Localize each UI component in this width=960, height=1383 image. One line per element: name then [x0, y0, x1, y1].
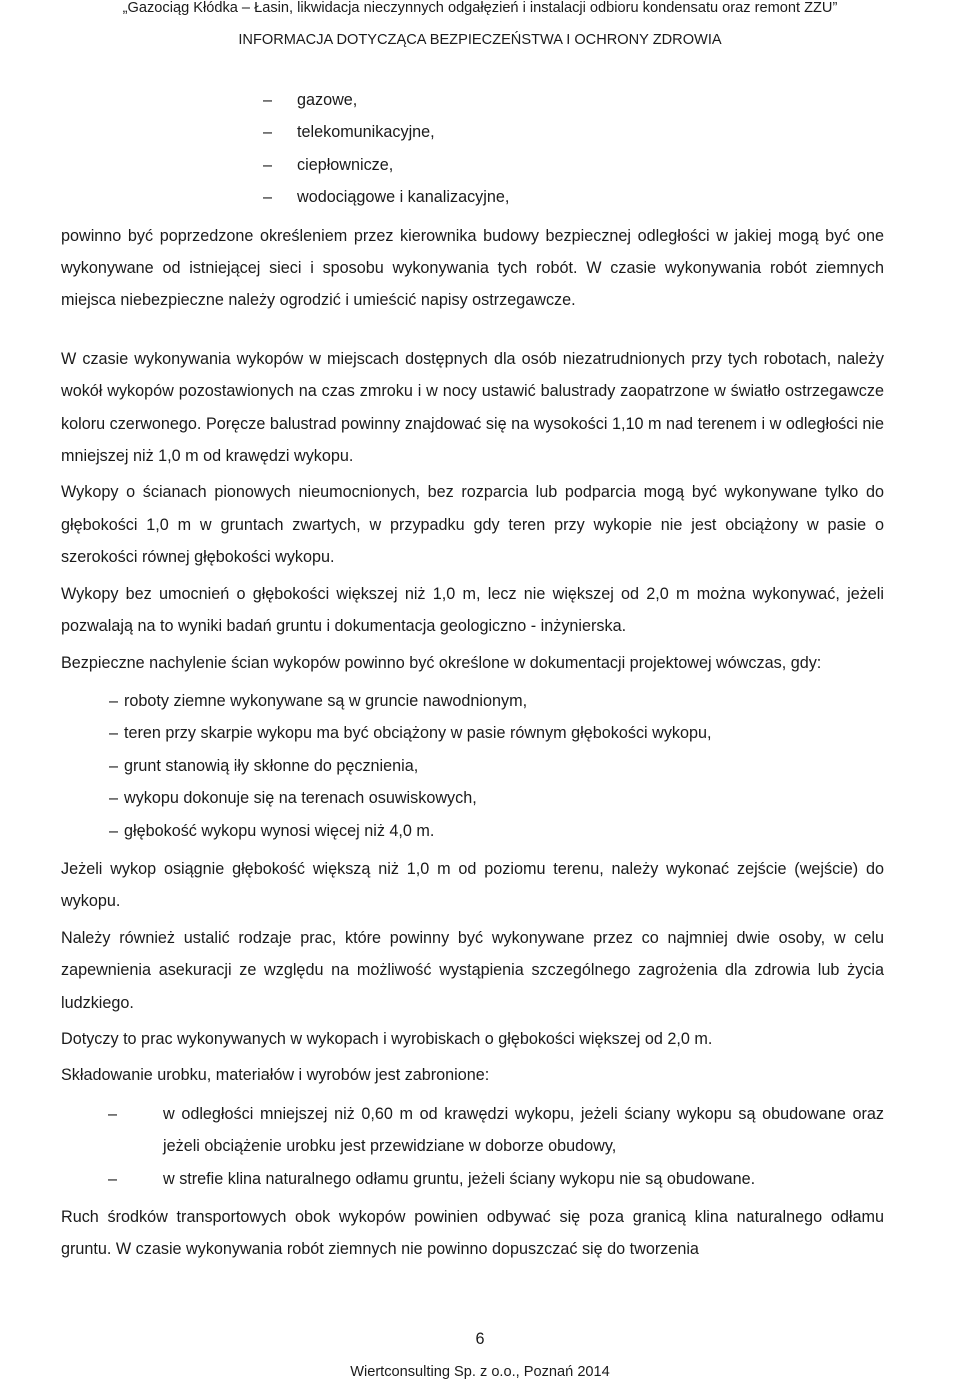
list-item-text: telekomunikacyjne, [297, 123, 435, 142]
list-item-text: roboty ziemne wykonywane są w gruncie nawodnionym, [124, 691, 528, 710]
list-item [61, 717, 884, 749]
dash-bullet: – [263, 123, 273, 142]
list-item [61, 1098, 884, 1163]
header-project-title: „Gazociąg Kłódka – Łasin, likwidacja nieczynnych odgałęzień i instalacji odbioru kondensatu oraz remont ZZU” [122, 0, 838, 16]
list-item [61, 782, 884, 814]
paragraph-slope-inclination: Bezpieczne nachylenie ścian wykopów powinno być określone w dokumentacji projektowej wówczas, gdy: [61, 653, 822, 672]
page-number: 6 [475, 1330, 485, 1348]
paragraph-two-person-work: Należy również ustalić rodzaje prac, które powinny być wykonywane przez co najmniej dwie osoby, w celu zapewnienia asekuracji ze względu na możliwość wystąpienia szczególnego zagrożenia dla zdrowia lub życia ludzkiego. [61, 928, 884, 1012]
list-item [61, 685, 884, 717]
list-item-text: gazowe, [297, 91, 358, 109]
list-item-text: grunt stanowią iły skłonne do pęcznienia, [124, 756, 419, 775]
list-item-text: teren przy skarpie wykopu ma być obciążony w pasie równym głębokości wykopu, [124, 724, 712, 743]
list-item-text: wodociągowe i kanalizacyjne, [297, 188, 510, 207]
slope-conditions-list [61, 685, 884, 847]
spoil-storage-list [61, 1098, 884, 1195]
dash-bullet: – [263, 188, 273, 207]
dash-bullet: – [263, 91, 273, 109]
header-document-title: INFORMACJA DOTYCZĄCA BEZPIECZEŃSTWA I OCHRONY ZDROWIA [238, 32, 722, 48]
network-type-list [61, 84, 884, 214]
dash-bullet: – [109, 821, 119, 840]
list-item [61, 84, 884, 116]
paragraph-distance-determination: powinno być poprzedzone określeniem przez kierownika budowy bezpiecznej odległości w jakiej mogą być one wykonywane od istniejącej sieci i sposobu wykonywania tych robót. W czasie wykonywania robót ziemnych miejsca niebezpieczne należy ogrodzić i umieścić napisy ostrzegawcze. [61, 226, 884, 310]
paragraph-vertical-walls: Wykopy o ścianach pionowych nieumocnionych, bez rozparcia lub podparcia mogą być wykonywane tylko do głębokości 1,0 m w gruntach zwartych, w przypadku gdy teren przy wykopie nie jest obciążony w pasie o szerokości równej głębokości wykopu. [61, 483, 884, 567]
dash-bullet: – [109, 724, 119, 743]
list-item [61, 1163, 884, 1195]
list-item-text: w strefie klina naturalnego odłamu gruntu, jeżeli ściany wykopu nie są obudowane. [163, 1169, 756, 1188]
paragraph-vehicle-traffic: Ruch środków transportowych obok wykopów powinien odbywać się poza granicą klina naturalnego odłamu gruntu. W czasie wykonywania robót ziemnych nie powinno dopuszczać się do tworzenia [61, 1208, 884, 1259]
dash-bullet: – [109, 756, 119, 775]
paragraph-unsupported-excavations: Wykopy bez umocnień o głębokości większej niż 1,0 m, lecz nie większej od 2,0 m można wykonywać, jeżeli pozwalają na to wyniki badań gruntu i dokumentacja geologiczno - inżynierska. [61, 584, 884, 636]
list-item [61, 181, 884, 213]
list-item-text: wykopu dokonuje się na terenach osuwiskowych, [124, 789, 477, 808]
dash-bullet: – [108, 1104, 118, 1123]
paragraph-descent-access: Jeżeli wykop osiągnie głębokość większą niż 1,0 m od poziomu terenu, należy wykonać zejście (wejście) do wykopu. [61, 859, 884, 911]
page-footer: Wiertconsulting Sp. z o.o., Poznań 2014 [350, 1364, 610, 1380]
dash-bullet: – [263, 155, 273, 174]
list-item-text: w odległości mniejszej niż 0,60 m od krawędzi wykopu, jeżeli ściany wykopu są obudowane oraz jeżeli obciążenie urobku jest przewidziane w doborze obudowy, [163, 1104, 884, 1156]
list-item-text: ciepłownicze, [297, 155, 394, 174]
list-item [61, 815, 884, 847]
list-item [61, 750, 884, 782]
list-item-text: głębokość wykopu wynosi więcej niż 4,0 m. [124, 821, 435, 840]
document-body [61, 84, 884, 1266]
paragraph-deep-excavation-note: Dotyczy to prac wykonywanych w wykopach i wyrobiskach o głębokości większej od 2,0 m. [61, 1029, 713, 1048]
dash-bullet: – [109, 691, 119, 710]
paragraph-spoil-storage: Składowanie urobku, materiałów i wyrobów jest zabronione: [61, 1066, 490, 1085]
paragraph-barriers: W czasie wykonywania wykopów w miejscach dostępnych dla osób niezatrudnionych przy tych robotach, należy wokół wykopów pozostawionych na czas zmroku i w nocy ustawić balustrady zaopatrzone w światło ostrzegawcze koloru czerwonego. Poręcze balustrad powinny znajdować się na wysokości 1,10 m nad terenem i w odległości nie mniejszej niż 1,0 m od krawędzi wykopu. [61, 349, 884, 466]
dash-bullet: – [109, 789, 119, 808]
dash-bullet: – [108, 1169, 118, 1188]
list-item [61, 149, 884, 181]
list-item [61, 116, 884, 148]
